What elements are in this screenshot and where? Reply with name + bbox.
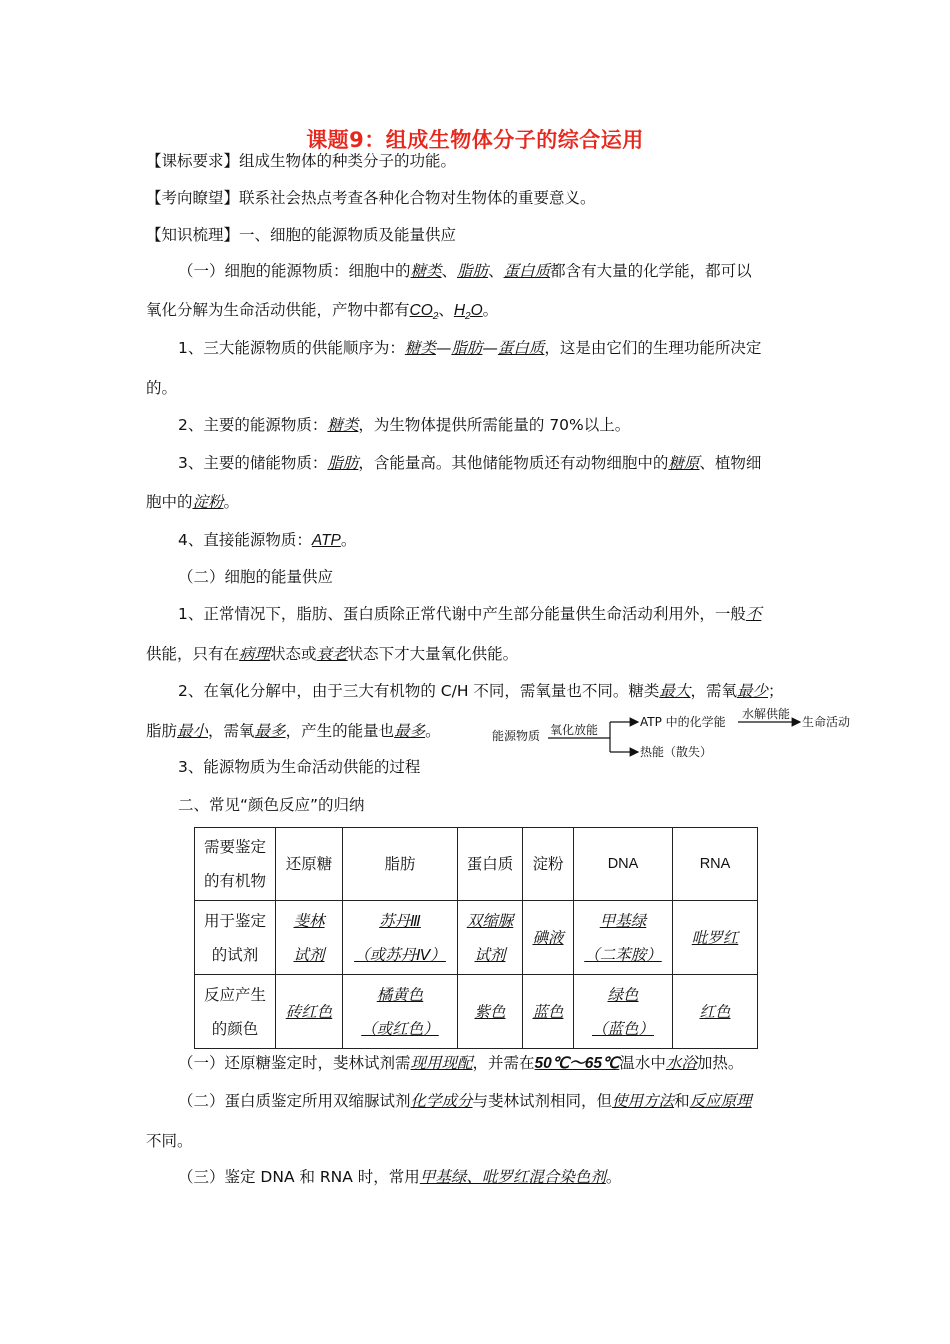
table-cell: 碘液 xyxy=(523,901,574,975)
supply-item2: 2、在氧化分解中，由于三大有机物的 C/H 不同，需氧量也不同。糖类最大，需氧最少； xyxy=(178,682,784,700)
knowledge-heading: 【知识梳理】一、细胞的能源物质及能量供应 xyxy=(146,226,457,244)
page-title: 课题9：组成生物体分子的综合运用 xyxy=(306,128,644,152)
diagram-arrow1-label: 氧化放能 xyxy=(550,723,599,737)
energy-flow-diagram xyxy=(490,702,870,768)
item-supply-order-cont: 的。 xyxy=(146,379,178,397)
table-cell: 用于鉴定 的试剂 xyxy=(195,901,276,975)
table-cell: 甲基绿 （二苯胺） xyxy=(574,901,673,975)
table-cell: 淀粉 xyxy=(523,828,574,901)
table-cell: 蓝色 xyxy=(523,975,574,1049)
table-cell: 绿色 （蓝色） xyxy=(574,975,673,1049)
table-cell: 红色 xyxy=(673,975,758,1049)
item-supply-order: 1、三大能源物质的供能顺序为：糖类—脂肪—蛋白质，这是由它们的生理功能所决定 xyxy=(178,339,762,357)
supply-item1-cont: 供能，只有在病理状态或衰老状态下才大量氧化供能。 xyxy=(146,645,519,663)
table-row xyxy=(195,901,758,975)
table-row xyxy=(195,975,758,1049)
table-cell: 吡罗红 xyxy=(673,901,758,975)
note-protein: （二）蛋白质鉴定所用双缩脲试剂化学成分与斐林试剂相同，但使用方法和反应原理 xyxy=(178,1092,752,1110)
table-cell: 苏丹Ⅲ （或苏丹Ⅳ） xyxy=(343,901,458,975)
table-cell: 斐林 试剂 xyxy=(276,901,343,975)
supply-item2-cont: 脂肪最小，需氧最多，产生的能量也最多。 xyxy=(146,722,441,740)
item-direct-energy: 4、直接能源物质：ATP。 xyxy=(178,531,357,549)
table-cell: 双缩脲 试剂 xyxy=(458,901,523,975)
energy-substances-line1: （一）细胞的能源物质：细胞中的糖类、脂肪、蛋白质都含有大量的化学能，都可以 xyxy=(178,262,752,280)
diagram-atp: ATP 中的化学能 xyxy=(640,715,726,729)
table-row xyxy=(195,828,758,901)
note-protein-cont: 不同。 xyxy=(146,1132,193,1150)
table-cell: 紫色 xyxy=(458,975,523,1049)
curriculum-requirement: 【课标要求】组成生物体的种类分子的功能。 xyxy=(146,152,457,170)
table-cell: DNA xyxy=(574,828,673,901)
table-cell: 需要鉴定 的有机物 xyxy=(195,828,276,901)
item-storage: 3、主要的储能物质：脂肪，含能量高。其他储能物质还有动物细胞中的糖原、植物细 xyxy=(178,454,762,472)
table-cell: 脂肪 xyxy=(343,828,458,901)
item-main-energy: 2、主要的能源物质：糖类，为生物体提供所需能量的 70%以上。 xyxy=(178,416,631,434)
table-cell: 蛋白质 xyxy=(458,828,523,901)
diagram-arrow2-label: 水解供能 xyxy=(742,707,791,721)
supply-item1: 1、正常情况下，脂肪、蛋白质除正常代谢中产生部分能量供生命活动利用外，一般不 xyxy=(178,605,762,623)
table-cell: 橘黄色 （或红色） xyxy=(343,975,458,1049)
diagram-heat: 热能（散失） xyxy=(640,745,713,759)
energy-process-heading: 3、能源物质为生命活动供能的过程 xyxy=(178,758,421,776)
energy-substances-line2: 氧化分解为生命活动供能，产物中都有$CO_2$、$H_2O$。 xyxy=(146,301,499,323)
color-reaction-table xyxy=(194,827,758,1049)
table-cell: RNA xyxy=(673,828,758,901)
energy-supply-heading: （二）细胞的能量供应 xyxy=(178,568,334,586)
table-cell: 砖红色 xyxy=(276,975,343,1049)
note-reducing-sugar: （一）还原糖鉴定时，斐林试剂需现用现配，并需在50℃～65℃温水中水浴加热。 xyxy=(178,1054,744,1072)
item-storage-cont: 胞中的淀粉。 xyxy=(146,493,240,511)
section2-heading: 二、常见“颜色反应”的归纳 xyxy=(178,796,365,814)
table-cell: 还原糖 xyxy=(276,828,343,901)
note-dna-rna: （三）鉴定 DNA 和 RNA 时，常用甲基绿、吡罗红混合染色剂。 xyxy=(178,1168,622,1186)
diagram-target: 生命活动 xyxy=(802,715,851,729)
exam-outlook: 【考向瞭望】联系社会热点考查各种化合物对生物体的重要意义。 xyxy=(146,189,596,207)
diagram-source: 能源物质 xyxy=(492,729,541,743)
table-cell: 反应产生 的颜色 xyxy=(195,975,276,1049)
